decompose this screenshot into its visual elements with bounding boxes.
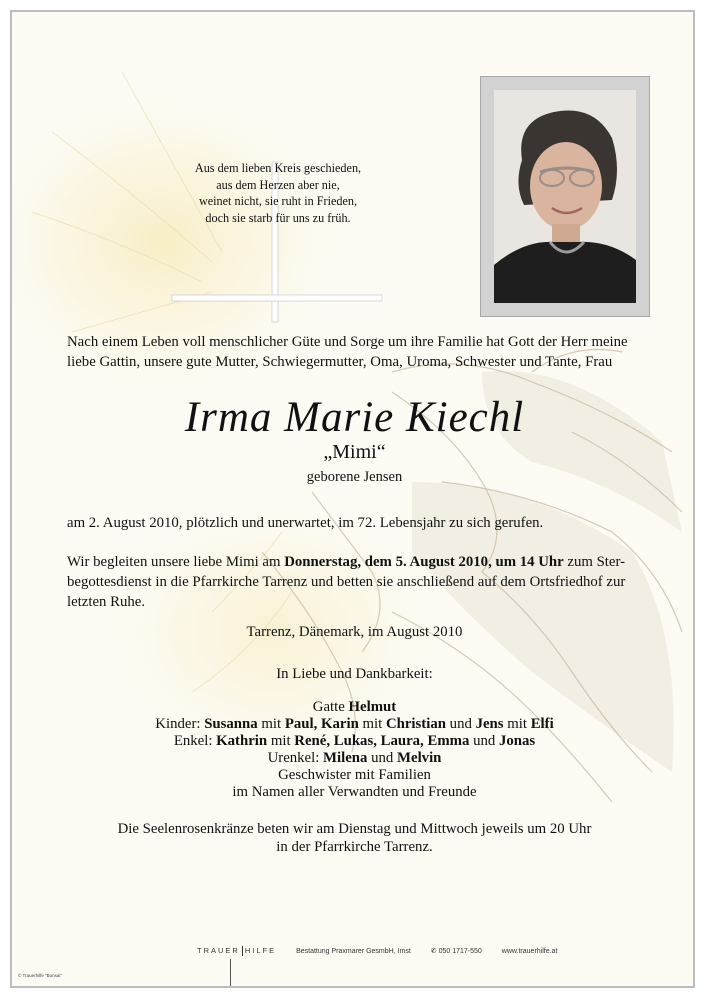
portrait-photo: [494, 90, 636, 303]
thanks-line: In Liebe und Dankbarkeit:: [276, 666, 433, 682]
obituary-card: [10, 10, 695, 988]
family-siblings: Geschwister mit Familien: [278, 767, 431, 783]
funeral-date: Donnerstag, dem 5. August 2010, um 14 Uhr: [284, 554, 564, 570]
maiden-name: geborene Jensen: [306, 469, 403, 485]
rosary-line: Die Seelenrosenkränze beten wir am Dienstag und Mittwoch jeweils um 20 Uhr: [117, 821, 592, 837]
memorial-poem: [172, 160, 384, 226]
rosary-line: in der Pfarrkirche Tarrenz.: [276, 839, 433, 855]
portrait-frame: [480, 76, 650, 317]
nickname: „Mimi“: [323, 441, 386, 463]
rosary-notice: [12, 820, 695, 856]
place-date: Tarrenz, Dänemark, im August 2010: [246, 624, 463, 640]
poem-line: weinet nicht, sie ruht in Frieden,: [198, 194, 358, 208]
copyright: © Trauerhilfe "Bonsai": [18, 973, 63, 978]
poem-line: aus dem Herzen aber nie,: [216, 177, 340, 192]
footer-hook-line: [230, 959, 231, 987]
brand-logo-right: HILFE: [244, 946, 277, 955]
family-husband: Gatte Helmut: [312, 699, 397, 715]
death-notice: am 2. August 2010, plötzlich und unerwartet, im 72. Lebensjahr zu sich gerufen.: [67, 515, 544, 531]
poem-line: Aus dem lieben Kreis geschieden,: [194, 161, 362, 175]
funeral-rest: zum Ster- begottesdienst in die Pfarrkirche Tarrenz und betten sie anschließend auf dem Ortsfriedhof zur letzten Ruhe.: [67, 554, 626, 610]
family-relatives: im Namen aller Verwandten und Freunde: [232, 784, 477, 800]
family-list: [12, 699, 695, 801]
family-great-grandchildren: Urenkel: Milena und Melvin: [267, 750, 442, 766]
intro-paragraph: Nach einem Leben voll menschlicher Güte und Sorge um ihre Familie hat Gott der Herr meine liebe Gattin, unsere gute Mutter, Schwiegermutter, Oma, Uroma, Schwester und Tante, Frau: [67, 334, 628, 370]
website-link[interactable]: www.trauerhilfe.at: [501, 948, 558, 955]
funeral-paragraph: [67, 552, 652, 612]
family-grandchildren: Enkel: Kathrin mit René, Lukas, Laura, Emma und Jonas: [173, 733, 536, 749]
funeral-lead: Wir begleiten unsere liebe Mimi am: [67, 554, 285, 570]
family-children: Kinder: Susanna mit Paul, Karin mit Christian und Jens mit Elfi: [155, 716, 554, 732]
footer: [197, 946, 557, 956]
poem-line: doch sie starb für uns zu früh.: [205, 210, 351, 225]
brand-divider: [242, 946, 243, 956]
phone-number: ✆ 050 1717-550: [430, 948, 482, 955]
brand-logo-left: TRAUER: [197, 946, 240, 955]
deceased-name: Irma Marie Kiechl: [184, 394, 525, 441]
funeral-company: Bestattung Praxmarer GesmbH, Imst: [296, 948, 411, 955]
